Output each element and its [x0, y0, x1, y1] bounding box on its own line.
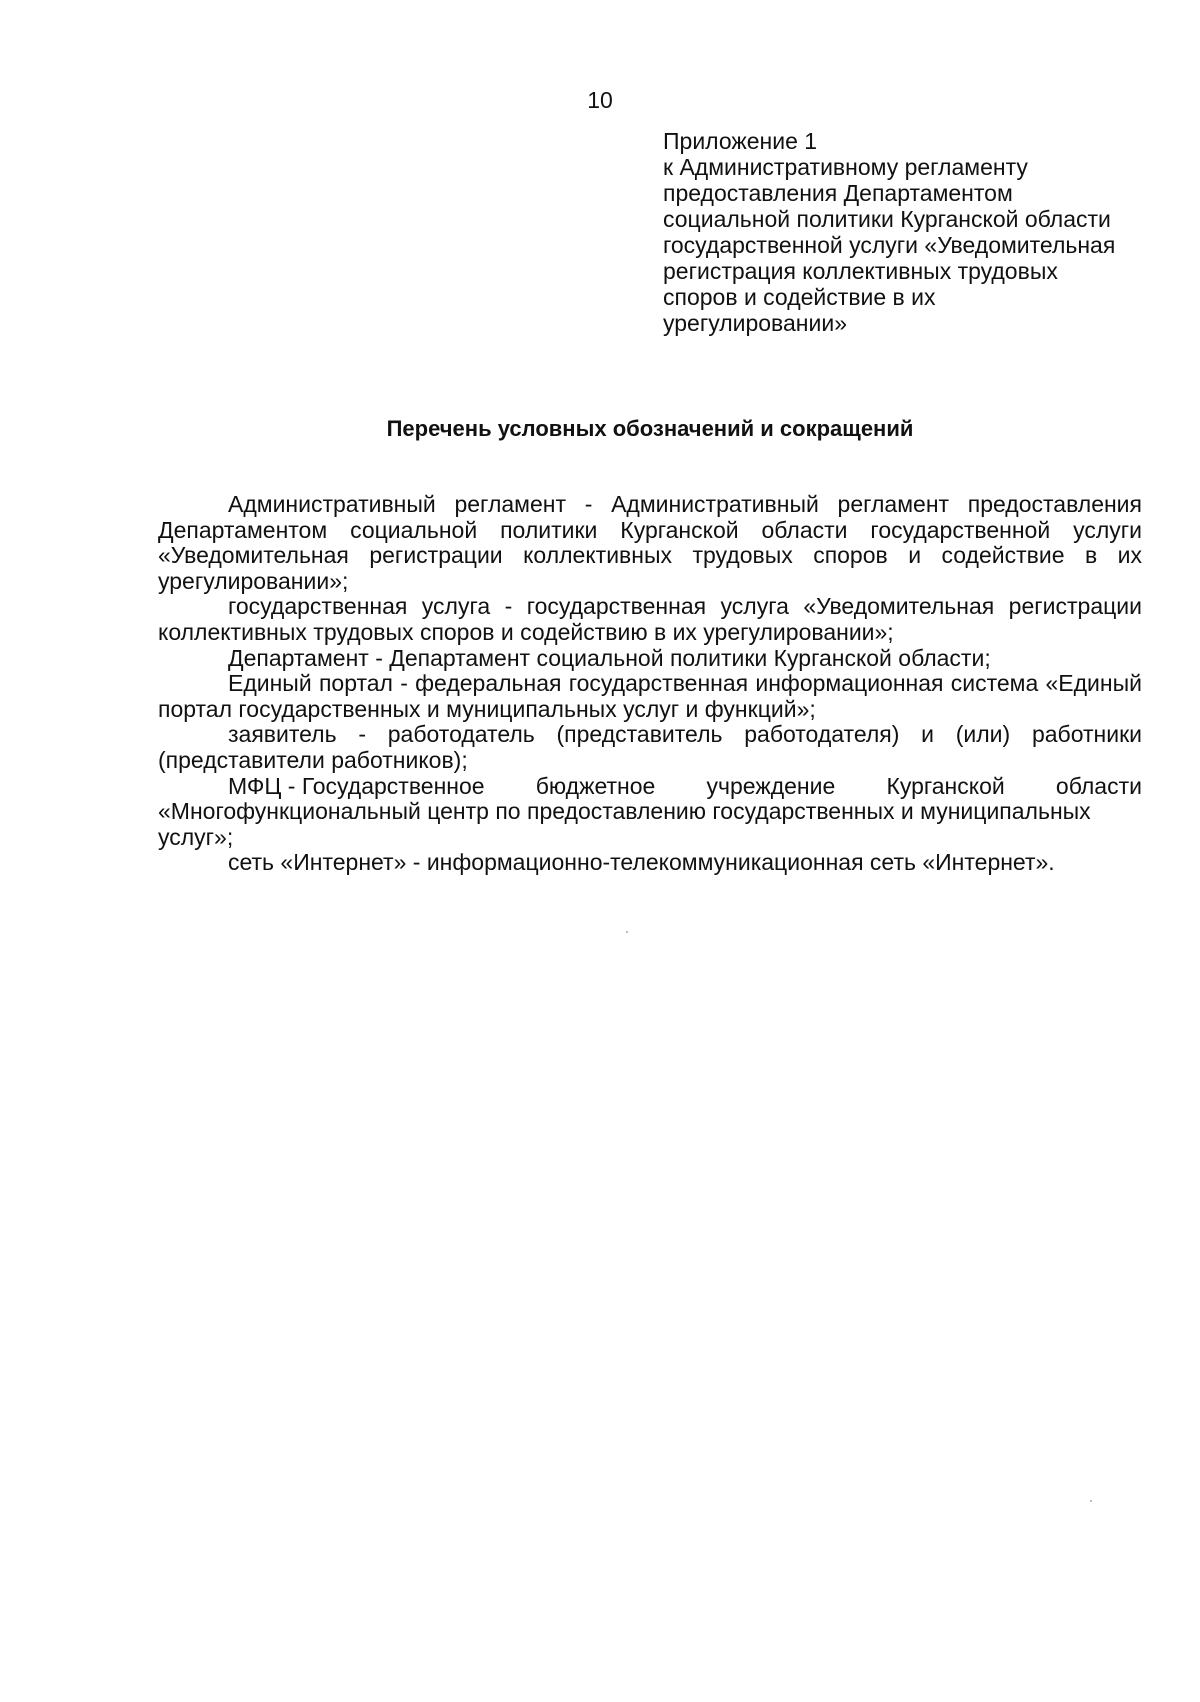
scan-speck	[626, 931, 628, 933]
document-heading: Перечень условных обозначений и сокращений	[386, 416, 914, 441]
definition-mfc	[158, 774, 1142, 851]
definition-mfc-continuation: «Многофункциональный центр по предоставлению государственных и муниципальных услуг»;	[158, 798, 1091, 850]
definitions-list	[158, 492, 1142, 876]
mfc-word: МФЦ - Государственное	[228, 772, 485, 799]
definition-internet: сеть «Интернет» - информационно-телекоммуникационная сеть «Интернет».	[228, 849, 1055, 876]
mfc-word: учреждение	[706, 772, 836, 799]
appendix-line: споров и содействие в их	[663, 284, 936, 310]
appendix-line: предоставления Департаментом	[663, 180, 1013, 206]
scan-speck	[1090, 1500, 1092, 1502]
appendix-line: Приложение 1	[663, 128, 818, 154]
mfc-word: области	[1055, 772, 1142, 799]
mfc-word: бюджетное	[535, 772, 656, 799]
definition-admin-reg: Административный регламент - Административный регламент предоставления Департаментом социальной политики Курганской области государственной услуги «Уведомительная регистрации коллективных трудовых споров и содействие в их урегулировании»;	[158, 491, 1142, 594]
definition-applicant: заявитель - работодатель (представитель работодателя) и (или) работники (представители работников);	[158, 721, 1142, 773]
definition-department: Департамент - Департамент социальной политики Курганской области;	[228, 644, 991, 671]
definition-mfc-first-line	[158, 774, 1142, 800]
mfc-word: Курганской	[886, 772, 1005, 799]
appendix-line: регистрация коллективных трудовых	[663, 258, 1058, 284]
appendix-block	[663, 128, 1163, 336]
appendix-line: государственной услуги «Уведомительная	[663, 232, 1116, 258]
appendix-line: социальной политики Курганской области	[663, 206, 1111, 232]
appendix-line: к Административному регламенту	[663, 154, 1028, 180]
definition-portal: Единый портал - федеральная государственная информационная система «Единый портал государственных и муниципальных услуг и функций»;	[158, 670, 1142, 722]
definition-gos-usluga: государственная услуга - государственная услуга «Уведомительная регистрации коллективных трудовых споров и содействию в их урегулировании»;	[158, 593, 1142, 645]
page-number: 10	[587, 87, 613, 113]
appendix-line: урегулировании»	[663, 310, 847, 336]
